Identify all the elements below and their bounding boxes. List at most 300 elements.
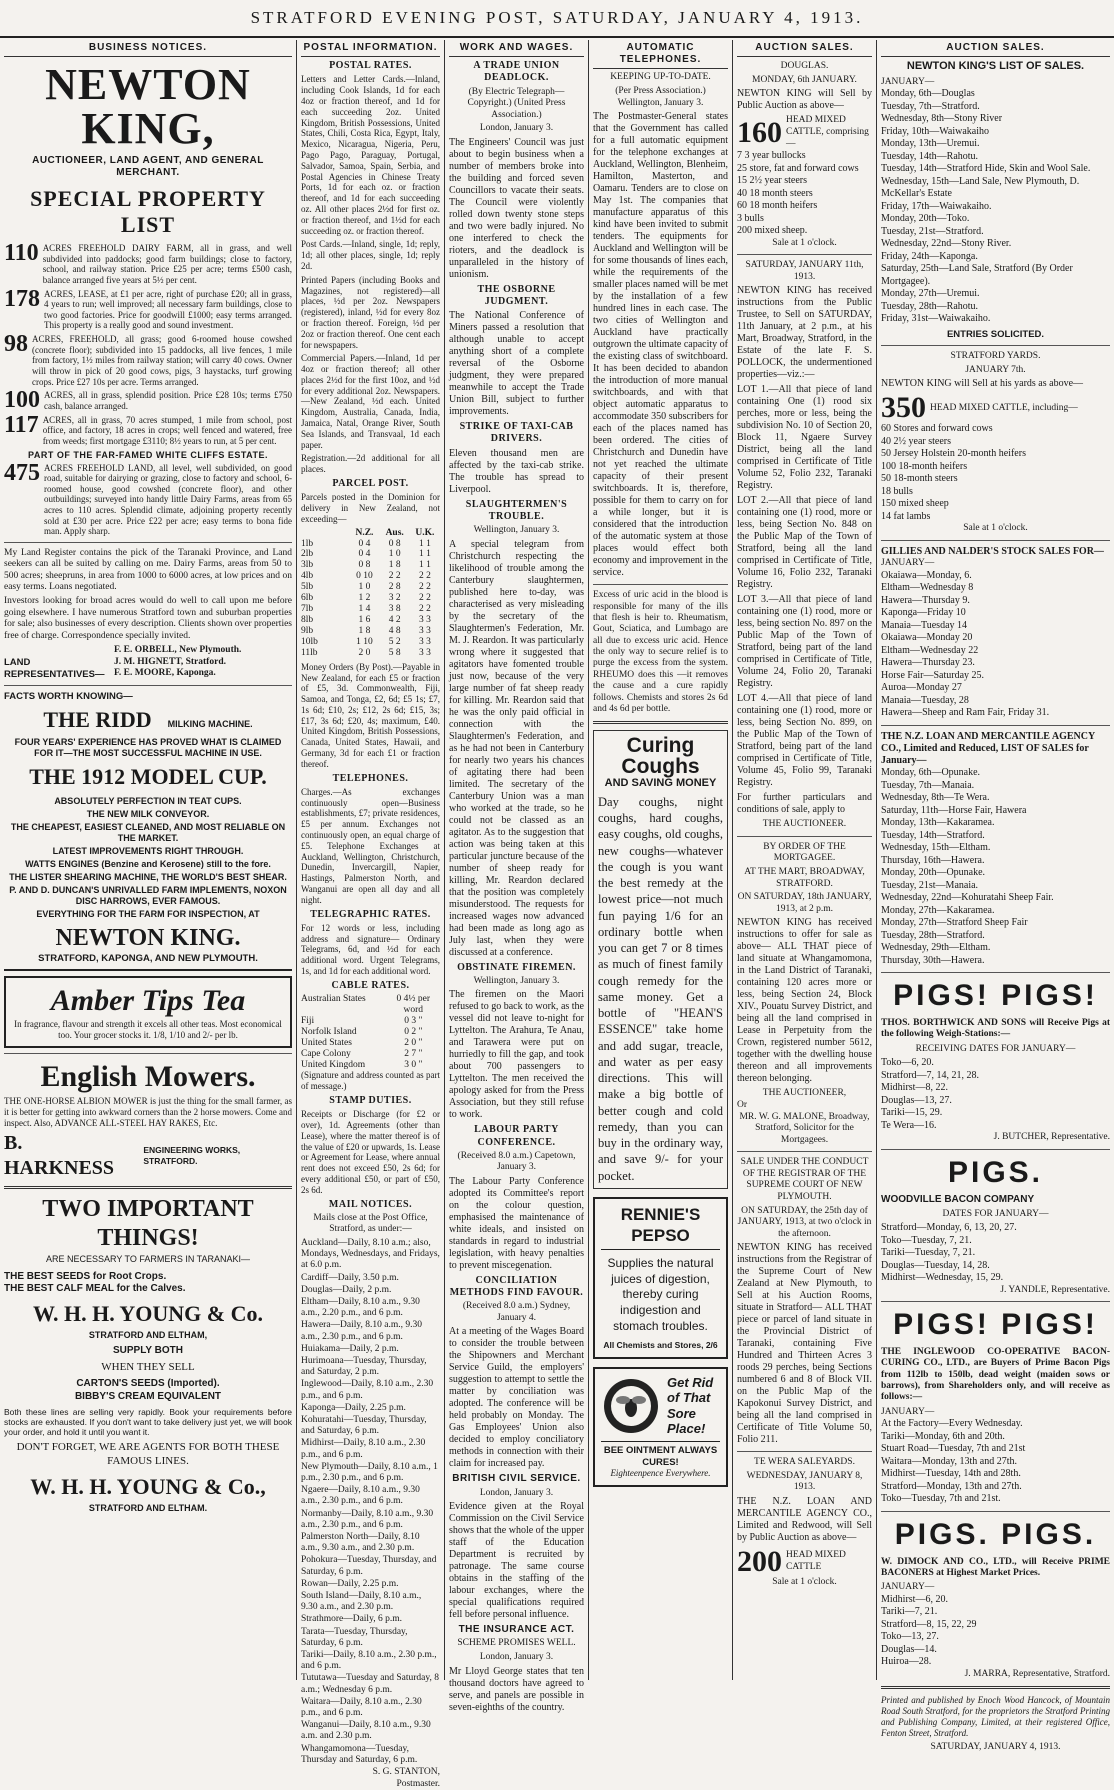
sale-list-item: Manaia—Tuesday, 28 <box>881 694 969 706</box>
supply-line: SUPPLY BOTH <box>112 1344 184 1356</box>
yards-item: 150 mixed sheep <box>881 498 949 510</box>
lot-item: LOT 2.—All that piece of land containing one (1) rood, more or less, being Section No. 848 on the Public Map of the Town of Stratford, being all the land comprised in Certificate of Title, Volume 16, Folio 232, Taranaki Registry. <box>737 495 872 591</box>
story-text: The Labour Party Conference adopted its Committee's report on the colour question, emphasised the maintenance of white ideals, and insisted on standards in regard to industrial legislation, with heavy penalties to prevent miscegenation. <box>449 1175 584 1271</box>
story-credit: (Per Press Association.) Wellington, January 3. <box>615 85 706 108</box>
parcel-cell: 1 8 <box>388 560 401 571</box>
yards-item: 60 Stores and forward cows <box>881 423 993 435</box>
yards-item: 40 2½ year steers <box>881 435 951 447</box>
column-work-and-wages <box>445 40 588 1713</box>
pigs-date: Tariki—Tuesday, 7, 21. <box>881 1247 976 1259</box>
story-dateline: Wellington, January 3. <box>473 975 560 986</box>
sale-list-item: Kaponga—Friday 10 <box>881 607 966 619</box>
pigs-date: Midhirst—Tuesday, 14th and 28th. <box>881 1468 1021 1480</box>
parcel-row <box>301 539 440 550</box>
parcel-cell: 1 1 <box>418 549 431 560</box>
sale-date: ON SATURDAY, 18th JANUARY, 1913, at 2 p.m. <box>737 892 872 914</box>
bee-text: Get Rid of That Sore Place! <box>667 1374 714 1437</box>
sale-date: ON SATURDAY, the 25th day of JANUARY, 1913, at two o'clock in the afternoon. <box>737 1205 872 1239</box>
sale-place: AT THE MART, BROADWAY, STRATFORD. <box>744 867 865 889</box>
newton-king-title: NEWTON KING, <box>45 60 251 154</box>
lot-item: LOT 3.—All that piece of land containing one (1) rood, more or less, being section No. 897 on the Public Map of the Town of Stratford, being part of the land comprised in Certificate of Title, Volume 24, Folio 20, Taranaki Registry. <box>737 594 872 690</box>
cup-line: THE LISTER SHEARING MACHINE, THE WORLD'S BEST SHEAR. <box>9 872 287 883</box>
pigs-date: Toko—6, 20. <box>881 1057 934 1069</box>
sale-list-item: Monday, 13th—Uremui. <box>881 138 980 150</box>
sale-or: Or <box>737 1099 748 1110</box>
nz-loan-title: THE N.Z. LOAN AND MERCANTILE AGENCY CO., Limited and Reduced, LIST OF SALES for January— <box>881 730 1095 767</box>
reps-list <box>114 645 292 680</box>
parcel-cell: 1 1 <box>418 538 431 549</box>
story-text: Mr Lloyd George states that ten thousand doctors have agreed to serve, and panels are possible in seven-eighths of the country. <box>449 1665 584 1713</box>
mail-item: Midhirst—Daily, 8.10 a.m., 2.30 p.m., and 6 p.m. <box>301 1438 426 1460</box>
parcel-header-row <box>301 528 440 539</box>
when-line: WHEN THEY SELL <box>101 1360 195 1373</box>
sale-head: HEAD MIXED CATTLE <box>786 1550 846 1573</box>
sale-title: TE WERA SALEYARDS. <box>754 1457 855 1468</box>
sale-item: 40 18 month steers <box>737 187 813 199</box>
pigs-dates <box>881 1222 1110 1285</box>
property-number: 178 <box>4 285 40 312</box>
story-subtitle: KEEPING UP-TO-DATE. <box>610 72 711 83</box>
story-dateline: London, January 3. <box>479 123 554 134</box>
mail-subtitle: Mails close at the Post Office, Stratford, as under:— <box>313 1212 428 1235</box>
parcel-cell: 4 2 <box>388 615 401 626</box>
yards-date: JANUARY 7th. <box>965 364 1026 375</box>
parcel-cell: 0 4 <box>358 538 371 549</box>
mail-item: Ngaere—Daily, 8.10 a.m., 9.30 a.m., 2.30 p.m., and 6 p.m. <box>301 1485 420 1507</box>
rep-name: F. E. ORBELL, New Plymouth. <box>114 644 242 655</box>
pigs-text: WOODVILLE BACON COMPANY <box>881 1194 1035 1206</box>
parcel-cell: 1 0 <box>388 549 401 560</box>
sale-date: WEDNESDAY, JANUARY 8, 1913. <box>746 1470 863 1493</box>
section-header: POSTAL INFORMATION. <box>301 40 440 57</box>
parcel-cell: 3 3 <box>418 625 431 636</box>
sale-sign: MR. W. G. MALONE, Broadway, Stratford, Solicitor for the Mortgagees. <box>739 1111 870 1145</box>
sale-text: NEWTON KING has received instructions from the Public Trustee, to Sell on SATURDAY, 11th January, at 2 p.m., at his Mart, Broadway, Stratford, in the Estate of the late F. S. POLLOCK, the undermentioned properties—viz.:— <box>737 285 872 381</box>
cable-row <box>301 994 440 1016</box>
cup-line: WATTS ENGINES (Benzine and Kerosene) still to the fore. <box>25 859 271 870</box>
cup-line: EVERYTHING FOR THE FARM FOR INSPECTION, AT <box>36 908 260 919</box>
cup-line: LATEST IMPROVEMENTS RIGHT THROUGH. <box>52 846 244 857</box>
property-number: 117 <box>4 411 39 438</box>
young-towns-repeat: STRATFORD AND ELTHAM. <box>88 1502 208 1513</box>
sale-list-item: Monday, 6th—Douglas <box>881 88 975 100</box>
calf-line: THE BEST CALF MEAL for the Calves. <box>4 1282 186 1294</box>
cable-cell: Fiji <box>301 1015 315 1026</box>
sale-list-item: Monday, 27th—Stratford Sheep Fair <box>881 917 1028 929</box>
column-automatic-telephones <box>589 40 732 1680</box>
pigs-date: Stuart Road—Tuesday, 7th and 21st <box>881 1443 1026 1455</box>
gn-sales-list <box>881 570 1110 720</box>
postcards-text: Post Cards.—Inland, single, 1d; reply, 1d; all other places, single, 1d; reply 2d. <box>301 239 440 271</box>
sale-place: DOUGLAS. <box>780 61 829 72</box>
pigs-dates <box>881 1418 1110 1506</box>
cable-cell: Norfolk Island <box>301 1026 357 1037</box>
reps-label: LAND REPRESENTATIVES— <box>4 656 105 680</box>
curing-title: Curing Coughs <box>621 734 700 779</box>
sale-list-item: Tuesday, 14th—Stratford. <box>881 829 985 841</box>
story-dateline: London, January 3. <box>479 1487 554 1498</box>
parcel-cell: 4lb <box>301 571 314 582</box>
commercial-text: Commercial Papers.—Inland, 1d per 4oz or fraction thereof; all other places 2½d for the first 10oz, and ½d for every additional 2oz. Newspapers.—New Zealand, ½d each. United Kingdom, Australia, Canada, India, Jamaica, Natal, Orange River, South Sea Islands, and Transvaal, 1d each paper. <box>301 353 440 450</box>
parcel-cell: 11lb <box>301 647 318 658</box>
pigs-dates-title: RECEIVING DATES FOR JANUARY— <box>915 1043 1076 1054</box>
pigs-date: Midhirst—Wednesday, 15, 29. <box>881 1272 1004 1284</box>
section-header: BUSINESS NOTICES. <box>4 40 292 57</box>
pigs-date: At the Factory—Every Wednesday. <box>881 1418 1023 1430</box>
sale-list-item: Monday, 27th—Uremui. <box>881 288 980 300</box>
pigs-dates <box>881 1057 1110 1132</box>
property-text: ACRES, FREEHOLD, all grass; good 6-roomed house cowshed (concrete floor); subdivided into 15 paddocks, all live fences, 1 mile from factory, 1½ miles from railway station; will carry 40 cows. Owner will throw in pick of 20 good cows, pigs, 3 haystacks, turf growing crops. Price £27 10s per acre. Terms arranged. <box>32 334 292 387</box>
pigs-date: Stratford—7, 14, 21, 28. <box>881 1069 980 1081</box>
lot-item: LOT 4.—All that piece of land containing one (1) rood, more or less, being Section No. 899, on the Public Map of the Town of Stratford, being part of the land comprised in Certificate of Title, Volume 45, Folio 99, Taranaki Registry. <box>737 693 872 789</box>
column-auction-sales <box>733 40 876 1680</box>
property-item <box>4 411 292 447</box>
two-things-title: TWO IMPORTANT THINGS! <box>42 1196 254 1252</box>
yards-number: 350 <box>881 391 926 425</box>
mail-item: Inglewood—Daily, 8.10 a.m., 2.30 p.m., and 6 p.m. <box>301 1379 434 1401</box>
sale-item: 60 18 month heifers <box>737 200 818 212</box>
cable-cell: 0 4½ per word <box>396 993 431 1015</box>
mail-item: Normanby—Daily, 8.10 a.m., 9.30 a.m., 2.30 p.m., and 6 p.m. <box>301 1508 434 1530</box>
sale-text: NEWTON KING has received instructions to offer for sale as above— ALL THAT piece of land situate at Whangamomona, in the Land District of Taranaki, containing 120 acres more or less, being Section 24, Block XIV., Pouatu Survey District, and being all the land comprised in Lease in Perpetuity from the Crown, registered number 5612, together with the dwelling house thereon and all improvements thereon belonging. <box>737 917 872 1085</box>
rennie-pepso-ad <box>593 1197 728 1359</box>
section-header: WORK AND WAGES. <box>449 40 584 57</box>
cup-line: ABSOLUTELY PERFECTION IN TEAT CUPS. <box>54 796 242 807</box>
sale-list-item: Monday, 27th—Kakaramea. <box>881 904 995 916</box>
rennie-title: RENNIE'S PEPSO <box>601 1205 720 1250</box>
mail-item: Hurimoana—Tuesday, Thursday, and Saturday, 2 p.m. <box>301 1355 427 1378</box>
mail-item: Hawera—Daily, 8.10 a.m., 9.30 a.m., 2.30 p.m., and 6 p.m. <box>301 1320 423 1342</box>
parcel-row <box>301 626 440 637</box>
ridd-heading <box>4 707 292 734</box>
bee-ointment-ad <box>593 1367 728 1488</box>
parcel-cell: 3lb <box>301 560 314 571</box>
story-text: The Postmaster-General states that the Government has called for a full automatic equipment for the telephone exchanges at Auckland, Wellington, Blenheim, Hamilton, Masterton, and Oamaru. Tenders are to close on May 1st. The companies that manufacture apparatus of this kind have been invited to submit tenders. The equipments for Auckland and Wellington will be for some thousands of lines each, while the requirements of the smaller places named will be met by the installation of a few hundred lines in each case. The two cities of Wellington and Auckland have practically outgrown the ultimate capacity of the existing class of switchboard. It has been decided to abandon the introduction of more manual switchboards, and with that object automatic apparatus to accommodate 350 subscribers for each of the places named has been ordered. The cities of Christchurch and Dunedin have not yet reached the ultimate capacity of their present switchboards. It is, therefore, possible for them to carry on for a while longer, but it is considered that the introduction of the automatic system at those places would effect both economy and improvement in the service. <box>593 111 728 579</box>
story-title: OBSTINATE FIREMEN. <box>457 961 576 973</box>
parcel-cell: 1lb <box>301 538 314 549</box>
rates-title: POSTAL RATES. <box>329 60 412 72</box>
pigs-sign: J. MARRA, Representative, Stratford. <box>964 1668 1110 1679</box>
yards-time: Sale at 1 o'clock. <box>963 523 1028 534</box>
sale-list-item: Hawera—Thursday 9. <box>881 594 970 606</box>
cup-line: P. AND D. DUNCAN'S UNRIVALLED FARM IMPLEMENTS, NOXON DISC HARROWS, EVER FAMOUS. <box>9 885 287 906</box>
pigs-dates-title: DATES FOR JANUARY— <box>942 1208 1049 1219</box>
property-item <box>4 387 292 414</box>
parcel-cell: 2 0 <box>358 647 371 658</box>
parcel-table <box>301 528 440 659</box>
printed-text: Printed Papers (including Books and Magazines, not registered)—all places, ½d per 2oz. Newspapers (registered), inland, ½d for every 8oz or fraction thereof. Foreign, ½d per 2oz or fraction thereof. One cent each for newspapers. <box>301 274 440 350</box>
stamp-text: Receipts or Discharge (for £2 or over), 1d. Agreements (other than Lease), where the matter thereof is of the value of £20 or upwards, 1s. Lease or Agreement for Lease, where annual rent does not exceed £50, 2s 6d; for every additional £50, or part of £50, 2s 6d. <box>301 1109 440 1195</box>
lot-item: LOT 1.—All that piece of land containing One (1) rood six perches, more or less, being the subdivision No. 10 of Section 20, Block 11, Ngaere Survey District, being all the land comprised in Certificate of Title Volume 52, Folio 232, Taranaki Registry. <box>737 384 872 492</box>
parcel-cell: 2 2 <box>418 593 431 604</box>
pigs-date: Toko—Tuesday, 7th and 21st. <box>881 1493 1001 1505</box>
yards-text: NEWTON KING will Sell at his yards as above— <box>881 378 1084 390</box>
story-credit: (By Electric Telegraph—Copyright.) (United Press Association.) <box>467 86 566 120</box>
bee-price: Eighteenpence Everywhere. <box>610 1468 711 1479</box>
sale-head: HEAD MIXED CATTLE, comprising— <box>786 115 869 149</box>
newton-king-towns: STRATFORD, KAPONGA, AND NEW PLYMOUTH. <box>4 953 292 971</box>
parcel-header-cell: Aus. <box>385 527 404 538</box>
sale-list-item: Monday, 13th—Kakaramea. <box>881 817 995 829</box>
parcel-cell: 2 8 <box>388 582 401 593</box>
young-title: W. H. H. YOUNG & Co. <box>33 1300 263 1326</box>
property-text: ACRES, LEASE, at £1 per acre, right of purchase £20; all in grass, 4 years to run; well improved; all necessary farm buildings, close to two good factories. Price for goodwill £1000; easy terms arranged. This property is a really good and sound investment. <box>44 288 292 331</box>
parcel-title: PARCEL POST. <box>332 478 409 490</box>
mail-item: Whangamomona—Tuesday, Thursday and Saturday, 6 p.m. <box>301 1743 418 1765</box>
mail-item: Tariki—Daily, 8.10 a.m., 2.30 p.m., and 6 p.m. <box>301 1650 437 1672</box>
parcel-cell: 1 2 <box>358 593 371 604</box>
lot-list <box>737 384 872 789</box>
pigs-date: Stratford—8, 15, 22, 29 <box>881 1618 977 1630</box>
pigs-text: W. DIMOCK AND CO., LTD., will Receive PRIME BACONERS at Highest Market Prices. <box>881 1556 1110 1578</box>
cartons-line: CARTON'S SEEDS (Imported). <box>76 1378 220 1390</box>
sale-list-item: Wednesday, 29th—Eltham. <box>881 942 991 954</box>
column-postal-information <box>297 40 444 1789</box>
telegraph-text: For 12 words or less, including address and signature— Ordinary Telegrams, 6d, and ½d for each additional word. Urgent Telegrams, 1s, and 1d for each additional word. <box>301 922 440 976</box>
pigs-date: Tariki—Monday, 6th and 20th. <box>881 1430 1005 1442</box>
sale-text: NEWTON KING will Sell by Public Auction as above— <box>737 88 872 112</box>
parcel-cell: 0 8 <box>358 560 371 571</box>
story-text: Evidence given at the Royal Commission on the Civil Service shows that the whole of the upper staff of the Education Department is recruited by patronage. The same course obtains in the staffing of the labour exchanges, where the special qualifications required fell before personal influence. <box>449 1501 584 1621</box>
sale-sign: THE AUCTIONEER, <box>762 1088 847 1099</box>
mail-item: Eltham—Daily, 8.10 a.m., 9.30 a.m., 2.20 p.m., and 6 p.m. <box>301 1296 420 1319</box>
story-title: THE INSURANCE ACT. <box>458 1624 575 1636</box>
pigs-date: Douglas—14. <box>881 1643 937 1655</box>
newton-king-repeat: NEWTON KING. <box>55 924 241 951</box>
column-auction-sales-2 <box>877 40 1114 1752</box>
cable-cell: 0 3 " <box>404 1015 423 1026</box>
sale-list-item: Tuesday, 28th—Rahotu. <box>881 300 979 312</box>
property-item <box>4 240 292 286</box>
cable-cell: 0 2 " <box>404 1026 423 1037</box>
story-dateline: (Received 8.0 a.m.) Capetown, January 3. <box>457 1150 576 1173</box>
parcel-cell: 1 6 <box>358 615 371 626</box>
curing-coughs-ad <box>593 730 728 1188</box>
mail-item: Tututawa—Tuesday and Saturday, 8 a.m.; Wednesday 6 p.m. <box>301 1673 440 1695</box>
mail-item: Kaponga—Daily, 2.25 p.m. <box>301 1402 406 1413</box>
gn-month: JANUARY— <box>881 558 935 569</box>
bee-footer: BEE OINTMENT ALWAYS CURES! <box>601 1441 720 1468</box>
story-title: A TRADE UNION DEADLOCK. <box>473 60 560 84</box>
parcel-cell: 6lb <box>301 593 314 604</box>
parcel-cell: 5lb <box>301 582 314 593</box>
firm-subtitle: AUCTIONEER, LAND AGENT, AND GENERAL MERCHANT. <box>32 155 264 179</box>
property-list-title: SPECIAL PROPERTY LIST <box>30 185 266 238</box>
parcel-cell: 2 2 <box>418 604 431 615</box>
masthead <box>0 0 1114 38</box>
mail-item: Douglas—Daily, 2 p.m. <box>301 1284 392 1295</box>
sale-list-item: Saturday, 11th—Horse Fair, Hawera <box>881 804 1027 816</box>
sale-number: 200 <box>737 1545 782 1579</box>
story-title: LABOUR PARTY CONFERENCE. <box>474 1124 559 1148</box>
pigs-date: Douglas—Tuesday, 14, 28. <box>881 1259 990 1271</box>
parcel-cell: 1 8 <box>358 625 371 636</box>
sale-items <box>737 150 872 238</box>
sale-list-item: Friday, 31st—Waiwakaiho. <box>881 313 991 325</box>
estate-title: PART OF THE FAR-FAMED WHITE CLIFFS ESTATE. <box>28 449 268 460</box>
pigs-dates <box>881 1594 1110 1669</box>
nk-sales-list <box>881 88 1110 326</box>
story-text: Eleven thousand men are affected by the taxi-cab strike. The trouble has spread to Liverpool. <box>449 447 584 495</box>
pigs-date: Toko—Tuesday, 7, 21. <box>881 1234 972 1246</box>
pigs-date: Tariki—7, 21. <box>881 1606 938 1618</box>
pigs-date: Midhirst—8, 22. <box>881 1082 948 1094</box>
cable-title: CABLE RATES. <box>331 979 410 991</box>
cable-cell: United Kingdom <box>301 1059 366 1070</box>
sale-list-item: Wednesday, 22nd—Kohuratahi Sheep Fair. <box>881 892 1054 904</box>
parcel-cell: 2 2 <box>388 571 401 582</box>
parcel-row <box>301 560 440 571</box>
story-text: At a meeting of the Wages Board to consider the trouble between the Shipowners and Merchant Service Guild, the employers' suggestion to attempt to settle the matter by conciliation was adopted. The conference will be held probably on Monday. The Gas Employees' Union also decided to employ conciliatory methods in connection with their claim for increased pay. <box>449 1326 584 1470</box>
pigs-month: JANUARY— <box>881 1582 935 1593</box>
sale-list-item: Friday, 10th—Waiwakaiho <box>881 125 989 137</box>
telephones-title: TELEPHONES. <box>332 772 409 784</box>
young-towns: STRATFORD AND ELTHAM, <box>88 1329 208 1340</box>
parcel-row <box>301 648 440 659</box>
rep-name: F. E. MOORE, Kaponga. <box>114 668 216 679</box>
story-dateline: Wellington, January 3. <box>473 525 560 535</box>
seeds-line: THE BEST SEEDS for Root Crops. <box>4 1270 167 1282</box>
cable-cell: 2 0 " <box>404 1037 423 1048</box>
mail-item: Strathmore—Daily, 6 p.m. <box>301 1614 402 1625</box>
pigs-date: Toko—13, 27. <box>881 1631 939 1643</box>
parcel-cell: 1 0 <box>358 582 371 593</box>
sale-text: THE N.Z. LOAN AND MERCANTILE AGENCY CO., Limited and Redwood, will Sell by Public Auction as above— <box>737 1496 872 1544</box>
nk-sales-title: NEWTON KING'S LIST OF SALES. <box>906 60 1085 73</box>
nz-sales-list <box>881 767 1110 967</box>
two-things-sub: ARE NECESSARY TO FARMERS IN TARANAKI— <box>45 1253 251 1264</box>
pigs-date: Midhirst—6, 20. <box>881 1593 948 1605</box>
sale-list-item: Tuesday, 14th—Rahotu. <box>881 150 979 162</box>
story-title: STRIKE OF TAXI-CAB DRIVERS. <box>459 421 574 445</box>
parcel-header-cell: U.K. <box>415 527 435 538</box>
yards-items <box>881 423 1110 523</box>
harkness-name: B. HARKNESS <box>4 1132 115 1179</box>
parcel-cell: 3 8 <box>388 604 401 615</box>
investors-text: Investors looking for broad acres would do well to call upon me before going elsewhere. I have numerous Stratford town and suburban properties for sale; also businesses of every description. Clients shown over properties free of charge. Correspondence specially invited. <box>4 596 292 641</box>
cable-cell: Cape Colony <box>301 1048 351 1059</box>
cup-lines <box>4 796 292 920</box>
story-title: CONCILIATION METHODS FIND FAVOUR. <box>449 1274 584 1299</box>
bibby-line: BIBBY'S CREAM EQUIVALENT <box>74 1390 222 1402</box>
yards-item: 100 18-month heifers <box>881 460 968 472</box>
sale-list-item: Friday, 17th—Waiwakaiho. <box>881 200 992 212</box>
land-representatives <box>4 645 292 680</box>
parcel-cell: 3 2 <box>388 593 401 604</box>
mail-item: Wanganui—Daily, 8.10 a.m., 9.30 a.m. and 2.30 p.m. <box>301 1720 431 1742</box>
mail-item: Huiakama—Daily, 2 p.m. <box>301 1343 399 1354</box>
cable-cell: United States <box>301 1037 352 1048</box>
pigs-date: Waitara—Monday, 13th and 27th. <box>881 1455 1018 1467</box>
sale-item: 200 mixed sheep. <box>737 225 808 237</box>
parcel-row <box>301 549 440 560</box>
rates-text: Letters and Letter Cards.—Inland, including Cook Islands, 1d for each 4oz or fraction thereof, and 1d for each succeeding 2oz. United Kingdom, British Possessions, United States, Chili, Costa Rica, Egypt, Italy, Mexico, Nicaragua, Nigeria, Peru, Pago Pago, Paraguay, Portugal, Salvador, Samoa, Spain, Serbia, and Postal Agencies in Chinese Treaty Ports, 1d for each oz. or fraction thereof, and 1d for each succeeding oz. All other places 2½d for first oz. or fraction thereof, and 1½d for each succeeding oz. or fraction thereof. <box>301 74 440 236</box>
rennie-text: Supplies the natural juices of digestion, thereby curing indigestion and stomach troubles. <box>607 1256 714 1333</box>
yards-item: 14 fat lambs <box>881 510 931 522</box>
curing-text: Day coughs, night coughs, hard coughs, easy coughs, old coughs, new coughs—whatever the cough is you want the best remedy at the lowest price—not much fun paying 1/6 for an ordinary bottle when you can get 7 or 8 times as much of finest family cough remedy for the same money. Get a bottle of "HEAN'S ESSENCE" take home and add sugar, treacle, and water as per easy directions. This will make a big bottle of better cough and cold remedy, than you can buy in the ordinary way, and save 9/- for your pocket. <box>598 794 723 1183</box>
tea-title: Amber Tips Tea <box>50 983 246 1017</box>
parcel-cell: 5 2 <box>388 636 401 647</box>
property-number: 100 <box>4 387 40 414</box>
sale-item: 25 store, fat and forward cows <box>737 162 859 174</box>
parcel-cell: 2lb <box>301 549 314 560</box>
story-text: The National Conference of Miners passed a resolution that although unable to accept anything short of a complete reversal of the Osborne judgment, they were prepared meanwhile to accept the Trade Union Bill, subject to further improvements. <box>449 310 584 418</box>
section-header: AUCTION SALES. <box>881 40 1110 57</box>
harkness-line <box>4 1131 292 1180</box>
parcel-cell: 1 4 <box>358 604 371 615</box>
parcel-cell: 5 8 <box>388 647 401 658</box>
sale-list-item: Saturday, 25th—Land Sale, Stratford (By Order Mortgagee). <box>881 263 1073 287</box>
parcel-row <box>301 593 440 604</box>
sale-list-item: Thursday, 16th—Hawera. <box>881 854 985 866</box>
sale-item: 3 bulls <box>737 212 764 224</box>
parcel-cell: 7lb <box>301 604 314 615</box>
yards-item: 50 18-month steers <box>881 473 958 485</box>
tea-subtitle: In fragrance, flavour and strength it excels all other teas. Most economical too. Your grocer stocks it. 1/8, 1/10 and 2/- per lb. <box>14 1019 282 1041</box>
story-subtitle: SCHEME PROMISES WELL. <box>457 1638 576 1649</box>
estate-text: ACRES FREEHOLD LAND, all level, well subdivided, on good road, suitable for dairying or grazing, close to factory and school, 6-roomed house, good cowshed (concrete floor), and other outbuildings; surveyed into handy little Dairy Farms, areas from 65 acres to 110 acres. Splendid climate, adjoining property recently sold at £30 per acre. Price £22 per acre; easy terms to bona fide man. Apply sharp. <box>44 462 292 537</box>
harkness-subtitle: ENGINEERING WORKS, STRATFORD. <box>143 1145 241 1166</box>
telegraph-title: TELEGRAPHIC RATES. <box>310 908 431 920</box>
sale-list-item: Horse Fair—Saturday 25. <box>881 669 985 681</box>
property-text: ACRES FREEHOLD DAIRY FARM, all in grass, and well subdivided into paddocks; good farm buildings; close to factory, school, and railway station. Price £25 per acre; terms £500 cash, balance arranged five years at 5½ per cent. <box>42 243 292 286</box>
sale-list-item: Wednesday, 22nd—Stony River. <box>881 238 1012 250</box>
sale-time: Sale at 1 o'clock. <box>772 237 837 248</box>
sale-title: BY ORDER OF THE MORTGAGEE. <box>763 841 846 864</box>
parcel-cell: 1 1 <box>418 560 431 571</box>
pigs-heading: PIGS. PIGS. <box>894 1517 1097 1551</box>
parcel-row <box>301 571 440 582</box>
estate-item <box>4 459 292 537</box>
sale-list-item: Auroa—Monday 27 <box>881 682 962 694</box>
parcel-cell: 1 10 <box>356 636 373 647</box>
amber-tips-ad <box>4 976 292 1049</box>
sale-text: NEWTON KING has received instructions from the Registrar of the Supreme Court of New Zealand at New Plymouth, to Sell at his Auction Rooms, situate in Stratford— ALL THAT piece or parcel of land situate in the Provincial District of Taranaki, containing Five Hundred and Thirteen Acres 3 roods 29 perches, being Sections numbered 6 and 8 of Block VII. on the Public Map of the Kapokonui Survey District, and being all the land comprised in Certificate of Title Volume 50, Folio 211. <box>737 1242 872 1446</box>
sale-list-item: Eltham—Wednesday 8 <box>881 582 974 594</box>
stamp-title: STAMP DUTIES. <box>329 1095 412 1107</box>
postmaster-signature: S. G. STANTON, <box>372 1767 440 1778</box>
mail-item: Waitara—Daily, 8.10 a.m., 2.30 p.m., and 6 p.m. <box>301 1696 422 1719</box>
telephones-text: Charges.—As exchanges continuously open—Business establishments, £7; private residences, £5 per annum. Exchanges not continuously open, an equal charge of £5. Telephone Exchanges at Auckland, Wellington, Christchurch, Dunedin, Invercargill, Napier, Hastings, Palmerston North, and Wanganui are open all day and all night. <box>301 786 440 905</box>
pigs-text: THOS. BORTHWICK AND SONS will Receive Pigs at the following Weigh-Stations:— <box>881 1017 1110 1040</box>
imprint: Printed and published by Enoch Wood Hancock, of Mountain Road South Stratford, for the proprietors the Stratford Printing and Publishing Company, Limited, at their registered Office, Fenton Street, Stratford. <box>881 1695 1110 1738</box>
parcel-cell: 3 3 <box>418 636 431 647</box>
sale-list-item: Tuesday, 7th—Stratford. <box>881 100 980 112</box>
sale-list-item: Wednesday, 15th—Land Sale, New Plymouth, D. McKellar's Estate <box>881 175 1080 200</box>
dont-forget: DON'T FORGET, WE ARE AGENTS FOR BOTH THESE FAMOUS LINES. <box>16 1441 280 1467</box>
property-number: 110 <box>4 240 39 267</box>
sale-list-item: Tuesday, 21st—Manaia. <box>881 879 979 891</box>
sale-list-item: Friday, 24th—Kaponga. <box>881 250 978 262</box>
pigs-heading: PIGS! PIGS! <box>893 1308 1098 1342</box>
rep-name: J. M. HIGNETT, Stratford. <box>114 656 226 667</box>
cable-row <box>301 1038 440 1049</box>
pigs-heading: PIGS! PIGS! <box>893 979 1098 1013</box>
sale-list-item: Wednesday, 8th—Stony River <box>881 113 1003 125</box>
parcel-cell: 8lb <box>301 615 314 626</box>
ridd-claim: FOUR YEARS' EXPERIENCE HAS PROVED WHAT IS CLAIMED FOR IT—THE MOST SUCCESSFUL MACHINE IN USE. <box>14 737 282 759</box>
mail-item: South Island—Daily, 8.10 a.m., 9.30 a.m., and 2.30 p.m. <box>301 1591 422 1613</box>
property-number: 98 <box>4 331 28 358</box>
yards-item: 18 bulls <box>881 485 913 497</box>
story-title: THE OSBORNE JUDGMENT. <box>477 283 556 308</box>
property-item <box>4 285 292 331</box>
sale-title: SALE UNDER THE CONDUCT OF THE REGISTRAR OF THE SUPREME COURT OF NEW PLYMOUTH. <box>740 1157 869 1202</box>
cable-cell: Australian States <box>301 993 366 1004</box>
sale-list-item: Hawera—Thursday 23. <box>881 657 975 669</box>
sale-list-item: Tuesday, 28th—Stratford. <box>881 929 985 941</box>
sale-list-item: Okaiawa—Monday 20 <box>881 632 973 644</box>
